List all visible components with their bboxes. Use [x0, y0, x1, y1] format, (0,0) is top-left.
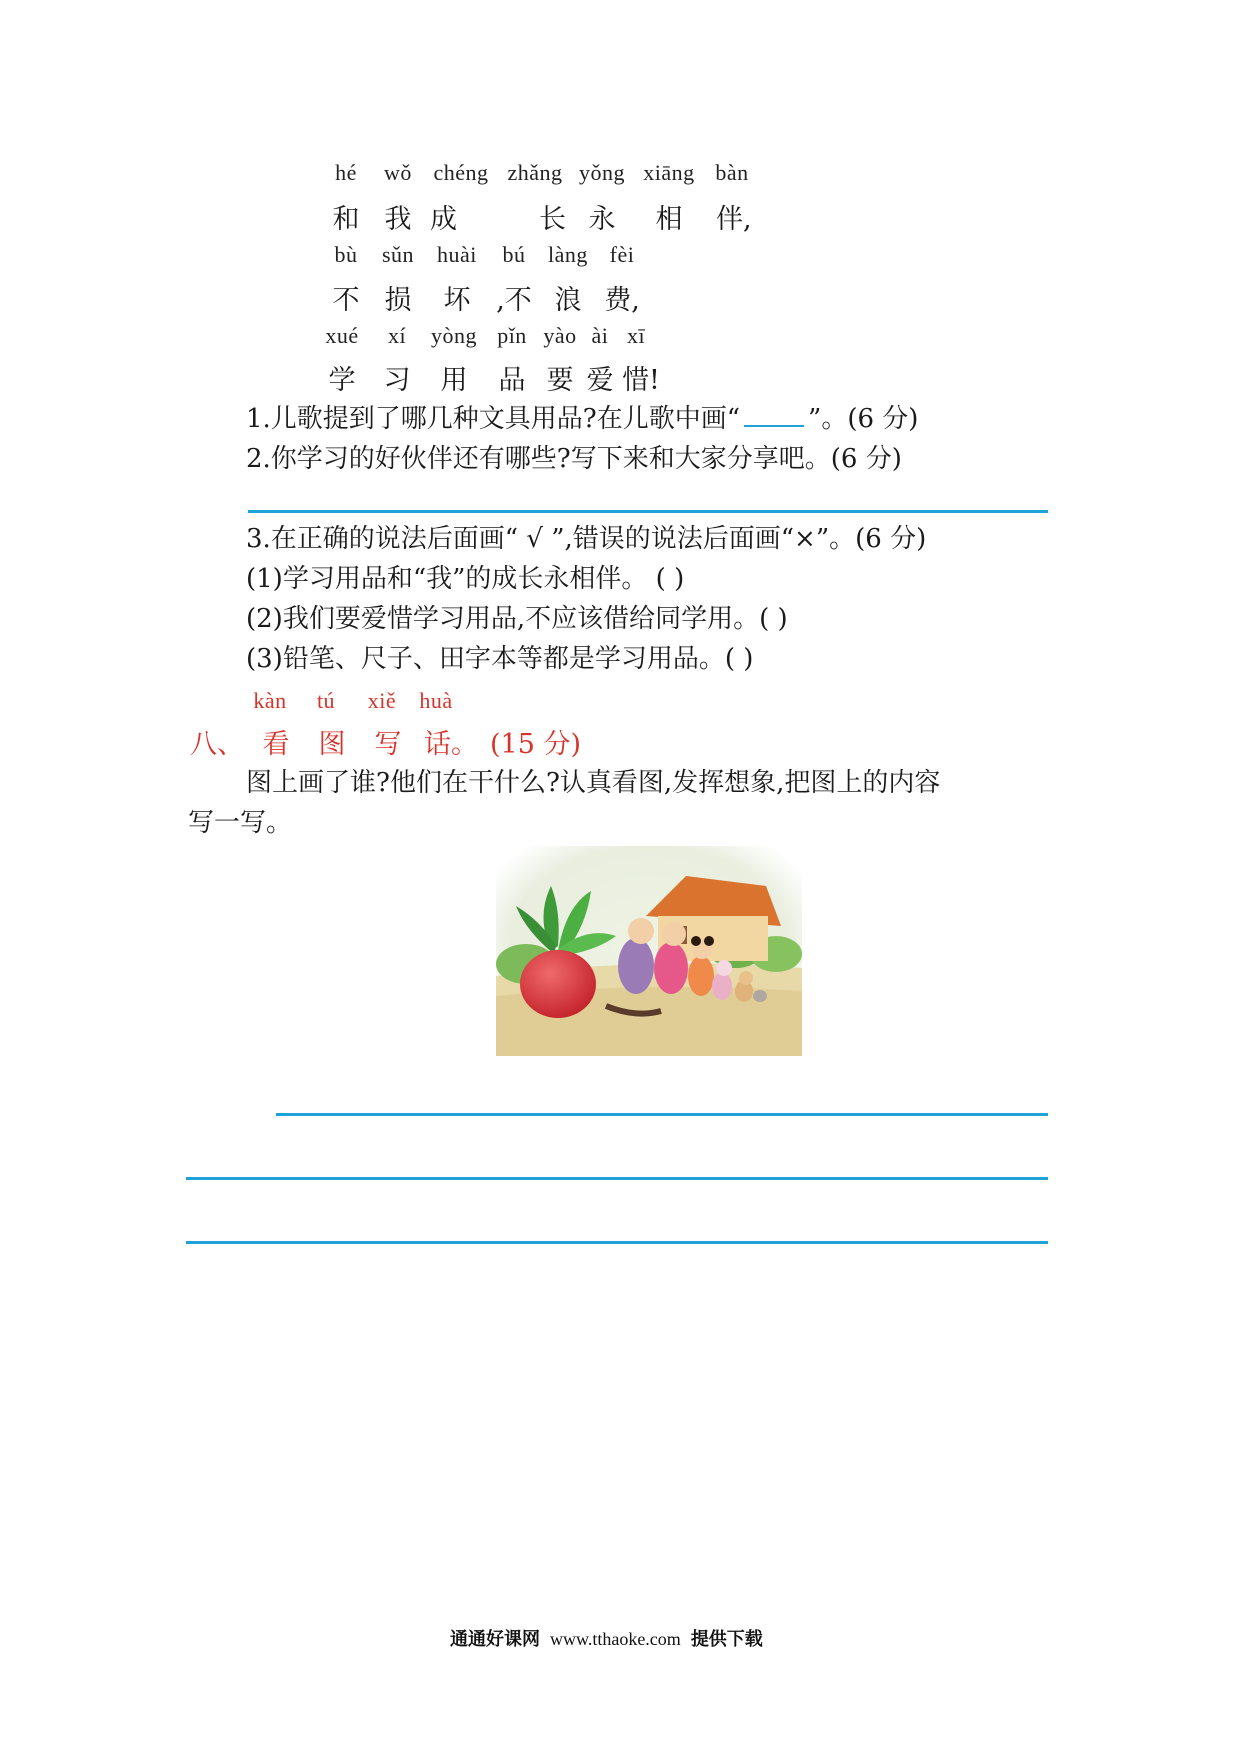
section8-number: 八、 [190, 729, 244, 760]
pinyin-syllable: yǒng [579, 160, 625, 185]
title-char: 话。 [424, 729, 478, 760]
section8-pinyin [238, 688, 458, 714]
poem-char: 相 [655, 204, 683, 235]
poem-char: 损 [384, 285, 412, 316]
pinyin-syllable: yào [543, 323, 577, 348]
poem-line3-pinyin [312, 323, 654, 349]
pinyin-syllable: huài [437, 242, 477, 267]
pinyin-syllable: xī [626, 323, 646, 348]
title-char: 图 [318, 729, 346, 760]
poem-char: 伴, [716, 204, 752, 235]
question-1-text: 1.儿歌提到了哪几种文具用品?在儿歌中画“ [246, 404, 741, 434]
pinyin-syllable: xí [387, 323, 407, 348]
poem-line1-chars [320, 197, 758, 236]
writing-line-3[interactable] [186, 1241, 1048, 1244]
poem-char: ,不 [496, 285, 532, 316]
poem-char: 要 [546, 365, 574, 396]
section8-title [190, 722, 581, 761]
pinyin-syllable: sǔn [381, 242, 415, 267]
question-1 [246, 398, 918, 435]
poem-char: 不 [332, 285, 360, 316]
section8-score: (15 分) [490, 729, 582, 760]
pinyin-syllable: bú [502, 242, 526, 267]
poem-char: 长 [539, 204, 566, 235]
question-3-item-2[interactable]: (2)我们要爱惜学习用品,不应该借给同学用。( ) [246, 604, 788, 634]
footer [450, 1625, 763, 1651]
section8-instruction-1: 图上画了谁?他们在干什么?认真看图,发挥想象,把图上的内容 [246, 768, 941, 798]
poem-char: 费, [604, 285, 640, 316]
poem-line3-chars [312, 358, 664, 397]
writing-line-1[interactable] [276, 1113, 1048, 1116]
answer-line-q2[interactable] [248, 510, 1048, 513]
question-3-item-1[interactable]: (1)学习用品和“我”的成长永相伴。 ( ) [246, 564, 685, 594]
pinyin-syllable: chéng [433, 160, 489, 185]
poem-char: 永 [588, 204, 616, 235]
poem-line1-pinyin [320, 160, 758, 186]
pinyin-syllable: xiāng [643, 160, 695, 185]
pinyin-syllable: tú [316, 688, 336, 713]
poem-char: 品 [498, 365, 526, 396]
poem-char: 我 [384, 204, 412, 235]
section8-instruction-2: 写一写。 [188, 808, 293, 838]
pinyin-syllable: xué [325, 323, 359, 348]
poem-char: 惜! [622, 365, 660, 396]
poem-char: 浪 [554, 285, 582, 316]
pinyin-syllable: làng [548, 242, 588, 267]
poem-line2-chars [320, 278, 646, 317]
title-char: 写 [374, 729, 402, 760]
pinyin-syllable: yòng [431, 323, 477, 348]
pinyin-syllable: bù [334, 242, 358, 267]
footer-url[interactable]: www.tthaoke.com [550, 1629, 681, 1649]
poem-line2-pinyin [320, 242, 646, 268]
poem-char: 习 [383, 365, 411, 396]
poem-char: 用 [440, 365, 468, 396]
question-1-score: ”。(6 分) [808, 404, 919, 434]
question-2: 2.你学习的好伙伴还有哪些?写下来和大家分享吧。(6 分) [246, 444, 902, 474]
writing-line-2[interactable] [186, 1177, 1048, 1180]
poem-char: 成 [430, 204, 457, 235]
pinyin-syllable: zhǎng [507, 160, 563, 185]
answer-blank[interactable] [744, 424, 804, 427]
pinyin-syllable: kàn [253, 688, 287, 713]
pinyin-syllable: bàn [715, 160, 749, 185]
pinyin-syllable: pǐn [497, 323, 527, 348]
poem-char: 爱 [586, 365, 614, 396]
pinyin-syllable: ài [591, 323, 609, 348]
poem-char: 和 [332, 204, 360, 235]
question-3-item-3[interactable]: (3)铅笔、尺子、田字本等都是学习用品。( ) [246, 644, 754, 674]
pinyin-syllable: fèi [609, 242, 635, 267]
pulling-turnip-illustration [496, 846, 802, 1056]
pinyin-syllable: wǒ [384, 160, 412, 185]
poem-char: 学 [328, 365, 356, 396]
poem-char: 坏 [443, 285, 471, 316]
pinyin-syllable: hé [335, 160, 357, 185]
footer-suffix: 提供下载 [690, 1629, 763, 1649]
pinyin-syllable: huà [419, 688, 453, 713]
pinyin-syllable: xiě [367, 688, 397, 713]
footer-site-name: 通通好课网 [450, 1629, 540, 1649]
title-char: 看 [262, 729, 290, 760]
question-3: 3.在正确的说法后面画“ √ ”,错误的说法后面画“×”。(6 分) [246, 524, 927, 554]
